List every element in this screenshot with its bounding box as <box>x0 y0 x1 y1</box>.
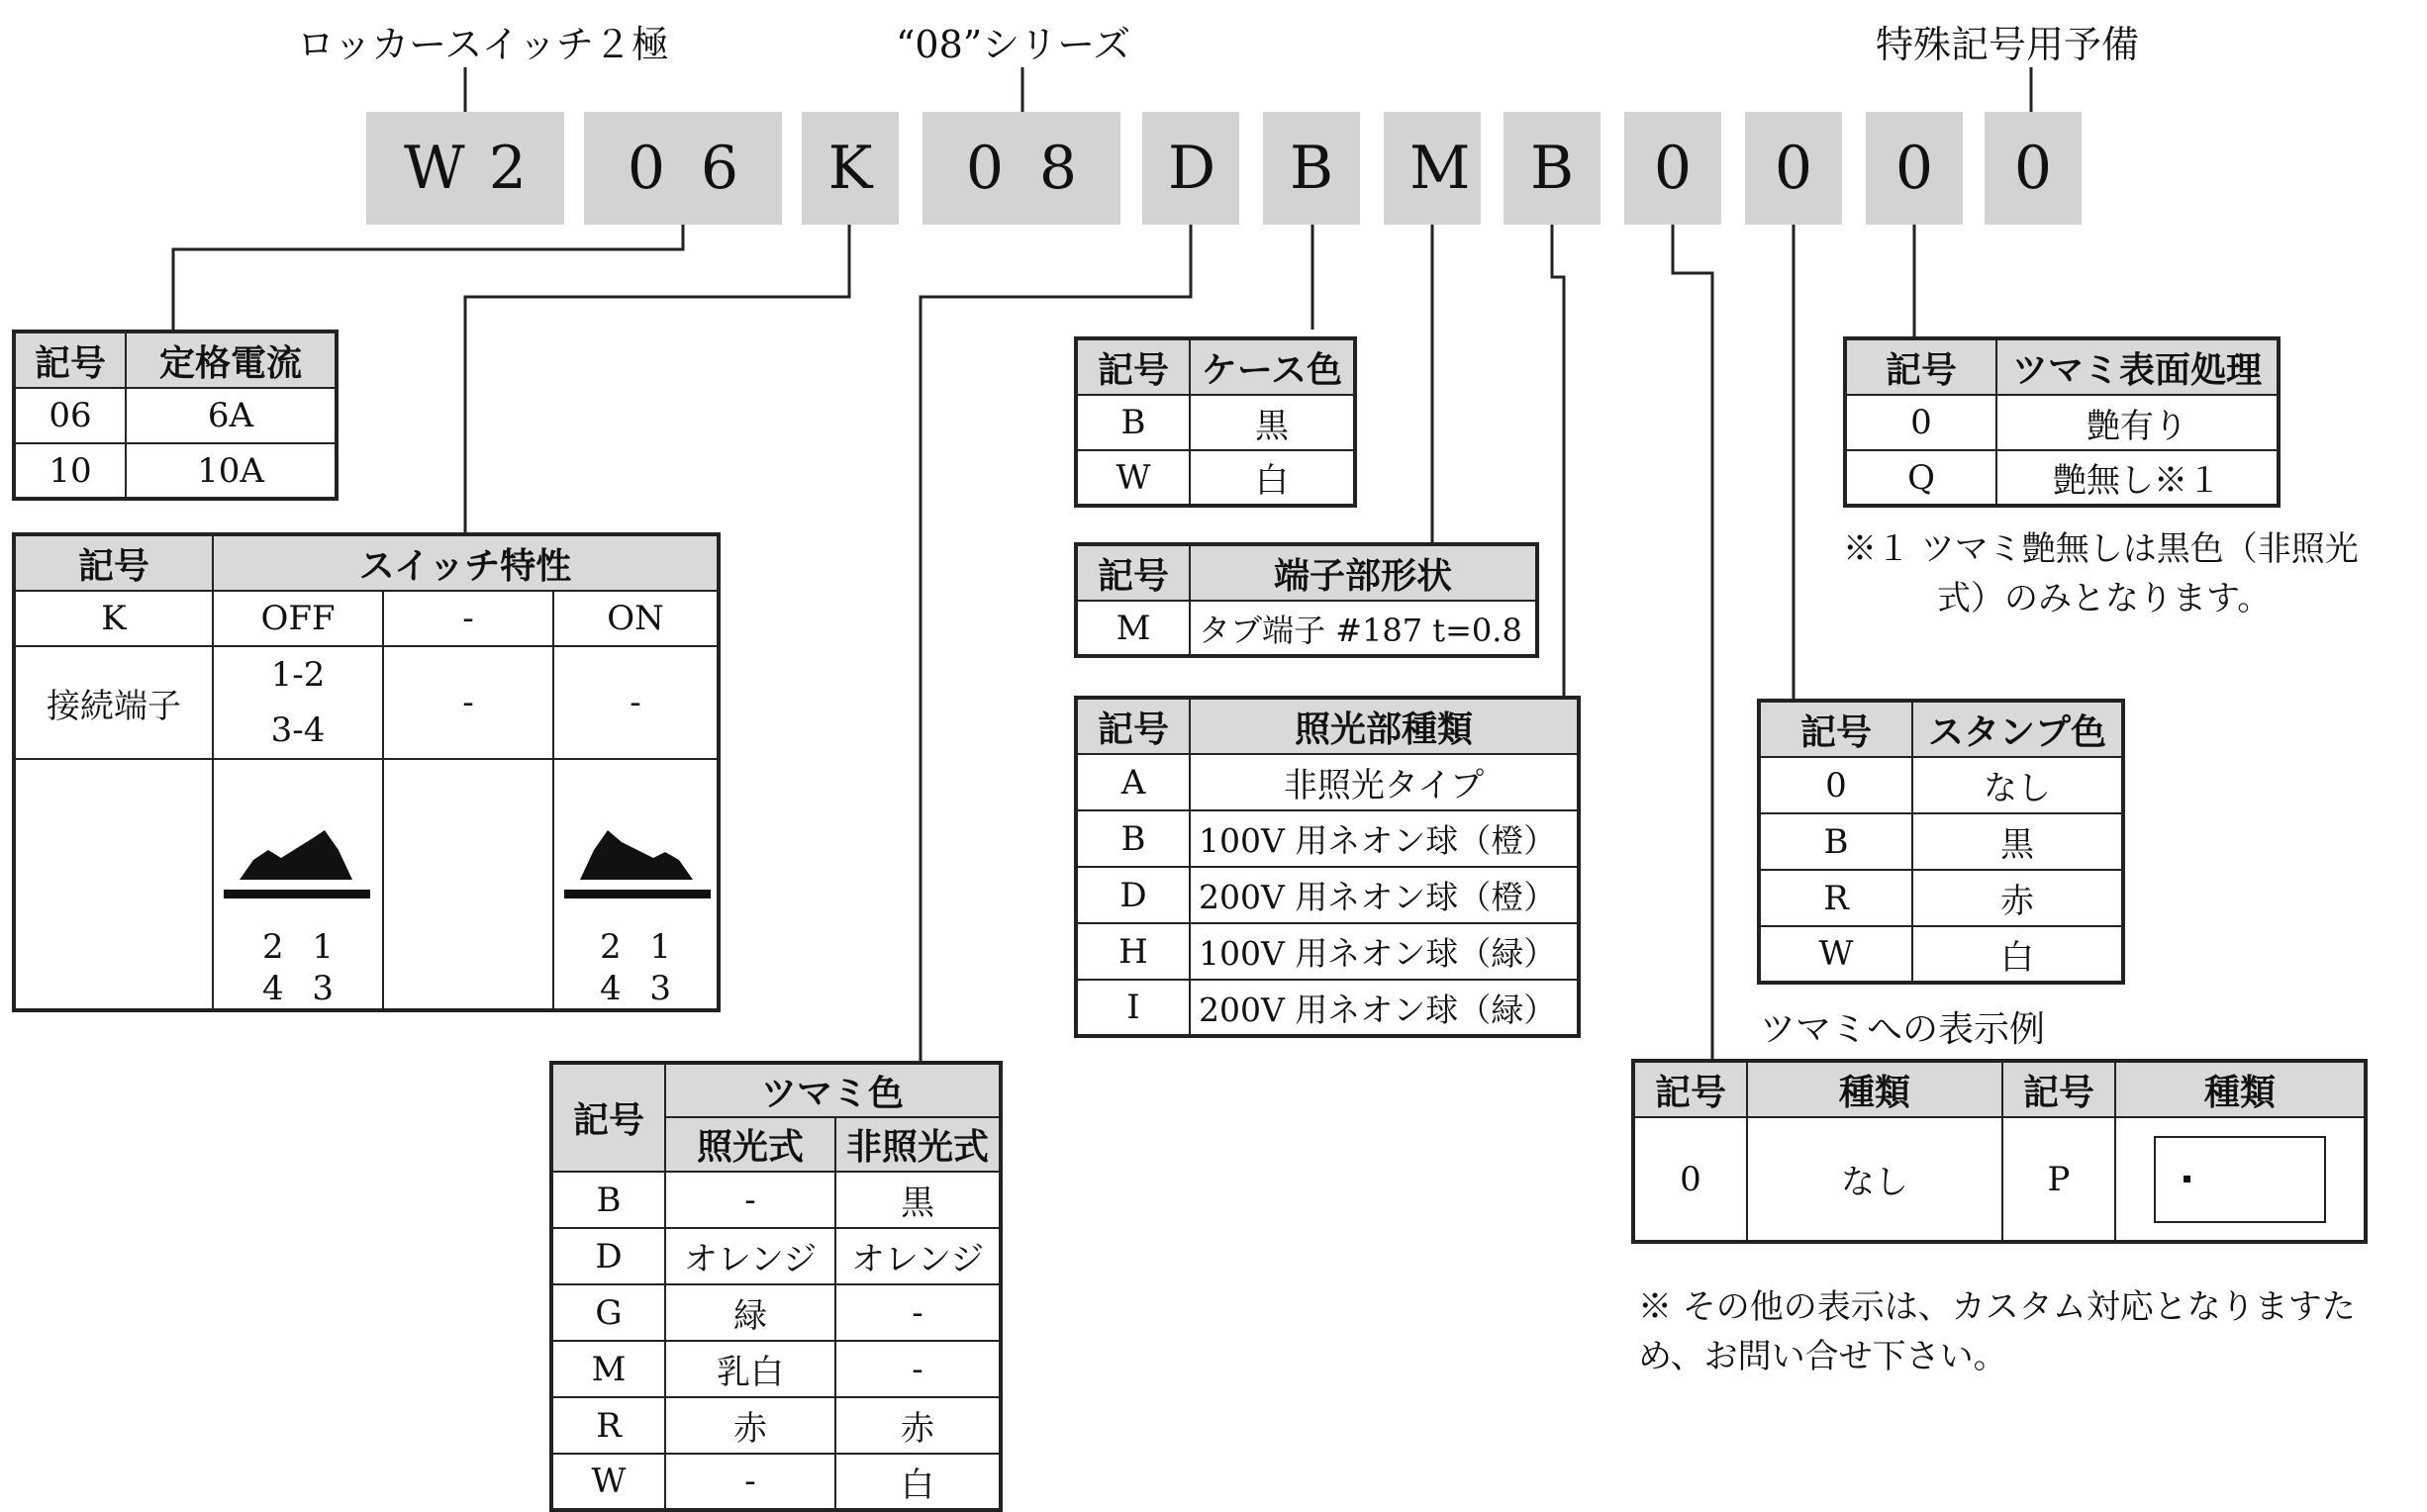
table-row: M タブ端子 #187 t=0.8 <box>1076 601 1537 656</box>
surface-note: ※１ ツマミ艶無しは黒色（非照光 式）のみとなります。 <box>1843 529 2359 618</box>
stamp-preview-cell <box>2115 1117 2366 1242</box>
table-row: K OFF - ON <box>14 591 719 646</box>
table-row: B 100V 用ネオン球（橙） <box>1076 810 1579 867</box>
header-non-illuminated: 非照光式 <box>835 1117 1001 1172</box>
line-current <box>173 225 683 330</box>
code-box-11: 0 <box>1866 112 1963 225</box>
custom-order-note: ※ その他の表示は、カスタム対応となりますた め、お問い合せ下さい。 <box>1638 1287 2356 1376</box>
code-box-8: B <box>1504 112 1601 225</box>
header-symbol: 記号 <box>1845 338 1996 395</box>
pin-numbers-top: 2 1 <box>599 926 672 967</box>
lighting-type-table <box>1074 696 1581 1038</box>
knob-color-table <box>549 1061 1003 1512</box>
code-box-6: B <box>1263 112 1360 225</box>
table-row: 06 6A <box>14 388 337 443</box>
header-terminal-shape: 端子部形状 <box>1190 544 1537 601</box>
header-symbol: 記号 <box>1076 698 1190 754</box>
table-row: I 200V 用ネオン球（緑） <box>1076 980 1579 1036</box>
code-box-7: M <box>1384 112 1481 225</box>
switch-off-cell <box>213 759 383 1010</box>
table-row: B 黒 <box>1076 395 1355 450</box>
pin-numbers-bottom: 4 3 <box>599 968 672 1008</box>
table-row: G 緑 - <box>551 1284 1001 1341</box>
code-box-12: 0 <box>1985 112 2082 225</box>
header-type: 種類 <box>2115 1061 2366 1117</box>
reserve-label: 特殊記号用予備 <box>1876 23 2140 66</box>
table-row: B - 黒 <box>551 1172 1001 1228</box>
table-row: M 乳白 - <box>551 1341 1001 1397</box>
table-row: H 100V 用ネオン球（緑） <box>1076 923 1579 980</box>
code-box-4: 0 8 <box>922 112 1120 225</box>
table-row: W 白 <box>1076 450 1355 506</box>
line-stamp-display <box>1673 225 1712 1059</box>
table-row: A 非照光タイプ <box>1076 754 1579 810</box>
terminal-shape-table <box>1074 542 1539 658</box>
line-lighting <box>1552 225 1564 696</box>
header-symbol: 記号 <box>1633 1061 1747 1117</box>
table-row: 10 10A <box>14 443 337 499</box>
code-box-9: 0 <box>1624 112 1721 225</box>
header-symbol: 記号 <box>1076 544 1190 601</box>
table-row: Q 艶無し※１ <box>1845 450 2279 506</box>
header-knob-color: ツマミ色 <box>665 1063 1001 1117</box>
header-symbol: 記号 <box>1076 338 1190 395</box>
table-row: 0 なし <box>1759 757 2123 813</box>
table-row: D オレンジ オレンジ <box>551 1228 1001 1284</box>
switch-characteristics-table <box>12 532 721 1012</box>
series-label: “08”シリーズ <box>896 23 1131 66</box>
pin-numbers-top: 2 1 <box>261 926 335 967</box>
case-color-table <box>1074 336 1357 508</box>
code-box-1: W 2 <box>366 112 564 225</box>
table-row: 接続端子 1-2 3-4 - - <box>14 646 719 759</box>
header-illuminated: 照光式 <box>665 1117 835 1172</box>
header-rated-current: 定格電流 <box>126 331 337 388</box>
header-lighting-type: 照光部種類 <box>1190 698 1579 754</box>
surface-treatment-table <box>1843 336 2281 508</box>
header-surface-treatment: ツマミ表面処理 <box>1996 338 2279 395</box>
stamp-preview-box <box>2154 1136 2326 1223</box>
header-switch-characteristics: スイッチ特性 <box>213 534 719 591</box>
header-type: 種類 <box>1747 1061 2002 1117</box>
table-row: R 赤 赤 <box>551 1397 1001 1454</box>
header-case-color: ケース色 <box>1190 338 1355 395</box>
table-row <box>14 759 719 1010</box>
stamp-color-table <box>1757 699 2125 985</box>
table-row: W 白 <box>1759 926 2123 983</box>
table-row: 0 艶有り <box>1845 395 2279 450</box>
table-row: 0 なし P <box>1633 1117 2366 1242</box>
rocker-on-icon <box>554 801 723 909</box>
pin-numbers-bottom: 4 3 <box>261 968 335 1008</box>
switch-on-cell <box>553 759 719 1010</box>
header-stamp-color: スタンプ色 <box>1912 701 2123 757</box>
table-row: W - 白 <box>551 1454 1001 1510</box>
line-switch <box>465 225 849 532</box>
code-box-10: 0 <box>1745 112 1842 225</box>
rated-current-table <box>12 330 339 501</box>
table-row: R 赤 <box>1759 870 2123 926</box>
rocker-off-icon <box>214 801 382 909</box>
dot-icon <box>2184 1176 2190 1182</box>
code-box-5: D <box>1142 112 1239 225</box>
header-symbol: 記号 <box>2002 1061 2115 1117</box>
table-row: D 200V 用ネオン球（橙） <box>1076 867 1579 923</box>
header-symbol: 記号 <box>1759 701 1912 757</box>
rocker-switch-label: ロッカースイッチ２極 <box>297 23 669 66</box>
display-example-title: ツマミへの表示例 <box>1760 1009 2046 1050</box>
header-symbol: 記号 <box>14 534 213 591</box>
header-symbol: 記号 <box>14 331 126 388</box>
table-row: B 黒 <box>1759 813 2123 870</box>
code-box-3: K <box>802 112 899 225</box>
code-box-2: 0 6 <box>584 112 782 225</box>
display-example-table <box>1631 1059 2368 1244</box>
header-symbol: 記号 <box>551 1063 665 1172</box>
